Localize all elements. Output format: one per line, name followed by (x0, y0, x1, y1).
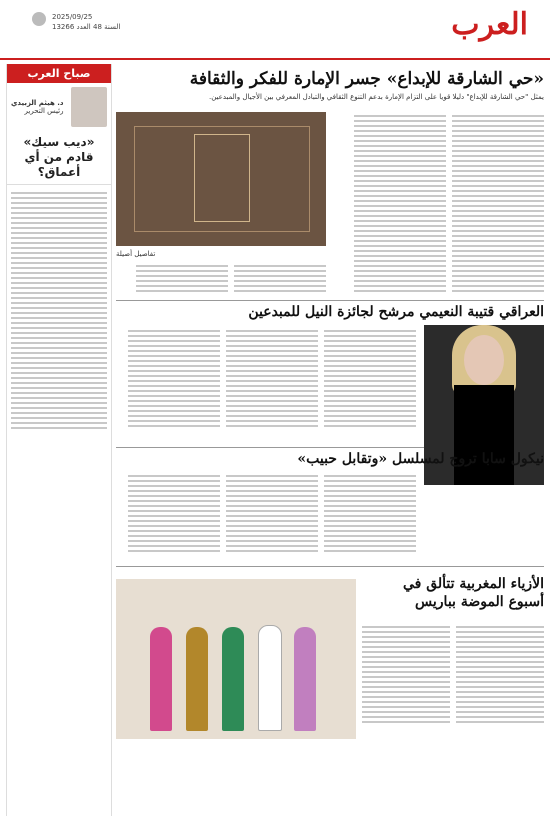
article-4-text (362, 623, 544, 813)
article-4-headline: الأزياء المغربية تتألق في أسبوع الموضة بباريس (402, 576, 544, 610)
opinion-title: «ديب سيك» قادم من أي أعماق؟ (7, 131, 111, 185)
author-avatar (71, 87, 107, 127)
author-name: د. هيثم الزبيدي (11, 99, 64, 107)
article-4 (116, 569, 544, 819)
section-divider (116, 566, 544, 567)
article-1-text-under-photo (116, 262, 326, 296)
opinion-textblock (7, 185, 111, 436)
article-2 (116, 303, 544, 445)
article-4-runway-photo (116, 579, 356, 739)
article-1-photo-caption: تفاصيل أصيلة (116, 250, 156, 258)
article-3-text (116, 472, 416, 562)
masthead (0, 0, 550, 60)
article-1 (116, 68, 544, 298)
opinion-column (6, 64, 112, 816)
article-1-text (330, 112, 544, 294)
main-area (116, 64, 544, 816)
issue-icon (32, 12, 46, 26)
author-box (7, 83, 111, 131)
article-2-headline: العراقي قتيبة النعيمي مرشح لجائزة النيل للمبدعين (248, 304, 544, 320)
article-1-headline: «حي الشارقة للإبداع» جسر الإمارة للفكر والثقافة (189, 69, 544, 89)
article-3 (116, 450, 544, 564)
author-text (11, 99, 64, 115)
column-header: صباح العرب (7, 64, 111, 83)
article-1-photo (116, 112, 326, 246)
issue-meta (52, 12, 120, 32)
article-2-text (116, 327, 416, 443)
issue-number: السنة 48 العدد 13266 (52, 23, 121, 31)
article-1-intro: يمثل "حي الشارقة للإبداع" دليلا قويا على التزام الإمارة بدعم التنوع الثقافي والتبادل المعرفي بين الأجيال والمبدعين. (209, 93, 544, 101)
section-divider (116, 300, 544, 301)
newspaper-logo: العرب (451, 7, 528, 42)
author-role: رئيس التحرير (24, 107, 64, 115)
article-3-headline: نيكول سابا تروج لمسلسل «وتقابل حبيب» (297, 451, 544, 467)
issue-date: 2025/09/25 (52, 13, 93, 21)
